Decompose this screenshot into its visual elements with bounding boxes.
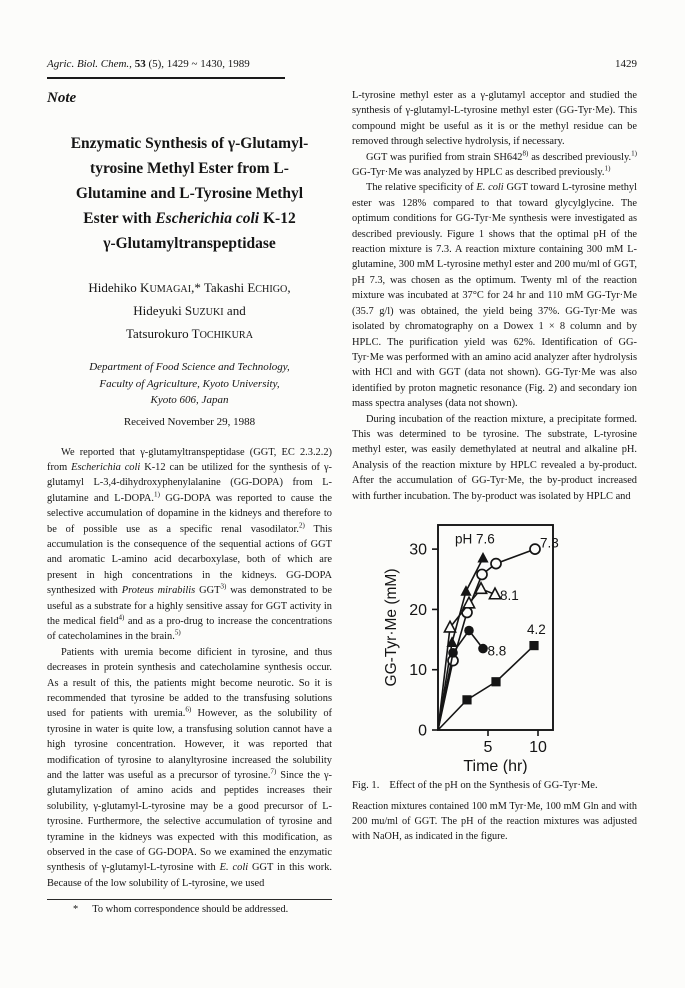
section-label: Note: [47, 90, 77, 106]
affiliation-line: Faculty of Agriculture, Kyoto University,: [99, 377, 280, 390]
svg-text:8.1: 8.1: [500, 588, 519, 604]
body-paragraph: The relative specificity of E. coli GGT toward L-tyrosine methyl ester was 128% compared to that toward glycylglycine. The optimum conditions for GG-Tyr·Me synthesis were investigated as described previously. Figure 1 shows that the optimal pH of the reaction mixture is 7.3. A reaction mixture containing 300 mM L-glutamine, 300 mM L-tyrosine methyl ester and 200 mu/ml of GGT, pH 7.3, was chosen as the optimum. Twenty ml of the reaction mixture was incubated at 37°C for 24 hr and 110 mM GG-Tyr·Me (35.7 g/l) was obtained, the yield being 37%. GG-Tyr·Me was isolated by chromatography on a Dowex 1 × 8 column and by HPLC. The purification yield was 62%. Identification of GG-Tyr·Me was performed with an amino acid analyzer after hydrolysis with HCl and with GGT (data not shown). GG-Tyr·Me was also identified by proton magnetic resonance (Fig. 2) and secondary ion mass spectra analyses (data not shown).: [352, 182, 637, 410]
svg-text:pH 7.6: pH 7.6: [455, 531, 495, 547]
journal-issue-pages: (5), 1429 ~ 1430, 1989: [145, 58, 250, 70]
figure-1: [352, 510, 637, 774]
svg-text:20: 20: [409, 601, 427, 619]
title-line: γ-Glutamyltranspeptidase: [103, 235, 276, 252]
svg-text:10: 10: [409, 662, 427, 680]
svg-text:Time (hr): Time (hr): [463, 757, 528, 774]
fig1-chart: [352, 510, 637, 774]
header-rule: [47, 77, 285, 79]
svg-text:GG-Tyr·Me (mM): GG-Tyr·Me (mM): [383, 568, 400, 687]
svg-text:7.3: 7.3: [540, 535, 559, 551]
footnote-symbol: *: [73, 904, 79, 916]
figure-note: Reaction mixtures contained 100 mM Tyr·Me, 100 mM Gln and with 200 mu/ml of GGT. The pH of the reaction mixtures was adjusted with NaOH, as indicated in the figure.: [352, 801, 637, 843]
footnote-rule: [47, 899, 332, 900]
title-line: Ester with Escherichia coli K-12: [83, 210, 296, 227]
left-column: [47, 88, 332, 915]
running-head: [47, 58, 637, 70]
body-paragraph: We reported that γ-glutamyltranspeptidase (GGT, EC 2.3.2.2) from Escherichia coli K-12 can be utilized for the synthesis of γ-glutamyl L-3,4-dihydroxyphenylalanine (GG-DOPA) from L-glutamine and L-DOPA.$^{1)}$ GG-DOPA was reported to cause the selective accumulation of dopamine in the kidneys and therefore to be of possible use as a specific renal vasodilator.$^{2)}$ This accumulation is the consequence of the sequential actions of GGT and aromatic L-amino acid decarboxylase, both of which are present in high concentrations in the kidneys. GG-DOPA synthesized with Proteus mirabilis GGT$^{3)}$ was demonstrated to be useful as a substrate for a highly sensitive assay for GGT activity in the medical field$^{4)}$ and as a pro-drug to increase the concentrations of catecholamines in the brain.$^{5)}$: [47, 446, 333, 643]
received-date: Received November 29, 1988: [123, 415, 256, 428]
svg-text:30: 30: [409, 541, 427, 559]
svg-text:4.2: 4.2: [527, 621, 546, 637]
svg-text:5: 5: [483, 738, 493, 756]
author-list: [47, 277, 332, 346]
page-number: 1429: [615, 58, 637, 70]
affiliation-line: Kyoto 606, Japan: [150, 394, 229, 406]
author-line: Hidehiko KUMAGAI,* Takashi ECHIGO,: [88, 280, 291, 295]
body-paragraph: GGT was purified from strain SH642$^{8)}$ as described previously.$^{1)}$ GG-Tyr·Me was analyzed by HPLC as described previously.$^{1)}$: [352, 149, 637, 179]
right-column: [352, 88, 637, 845]
figure-caption: [352, 778, 637, 794]
journal-volume: 53: [134, 58, 146, 70]
figure-caption-text: Effect of the pH on the Synthesis of GG-Tyr·Me.: [389, 779, 598, 791]
body-paragraph: Patients with uremia become dificient in tyrosine, and thus decreases in protein synthesis and catecholamine synthesis occur. As a result of this, the patients might become neurotic. So it is recommended that tyrosine be added to the transfusing solutions used for patients with uremia.$^{6)}$ However, as the solubility of tyrosine in water is quite low, a transfusing solution cannot have a high tyrosine concentration. However, it was reported that modification of tyrosine to alanyltyrosine increased the solubility and the latter was useful as a precursor of tyrosine.$^{7)}$ Since the γ-glutamylization of amino acids and peptides increases their solubility, γ-glutamyl-L-tyrosine may be a good precursor of L-tyrosine. Furthermore, the selective accumulation of tyrosine and tyramine in the kidneys was expected with this modification, as observed in the case of GG-DOPA. So we examined the enzymatic synthesis of γ-glutamyl-L-tyrosine with E. coli GGT in this work. Because of the low solubility of L-tyrosine, we used: [47, 646, 333, 889]
title-line: Glutamine and L-Tyrosine Methyl: [75, 185, 304, 202]
affiliation: [47, 359, 332, 409]
author-line: Tatsurokuro TOCHIKURA: [125, 326, 254, 341]
svg-text:10: 10: [529, 738, 547, 756]
svg-text:0: 0: [418, 722, 427, 740]
title-line: tyrosine Methyl Ester from L-: [90, 160, 289, 177]
affiliation-line: Department of Food Science and Technology,: [89, 361, 290, 373]
footnote-text: To whom correspondence should be addressed.: [92, 904, 289, 916]
svg-text:8.8: 8.8: [487, 643, 507, 659]
body-paragraph: L-tyrosine methyl ester as a γ-glutamyl acceptor and studied the synthesis of γ-glutamyl-L-tyrosine methyl ester (GG-Tyr·Me). This compound might be useful as it is or the methyl residue can be removed through selective hydrolysis, if necessary.: [352, 90, 637, 148]
body-paragraph: During incubation of the reaction mixture, a precipitate formed. This was determined to be tyrosine. The substrate, L-tyrosine methyl ester, was easily demethylated at neutral and alkaline pH. Analysis of the reaction mixture by HPLC revealed a by-product. After the accumulation of GG-Tyr·Me, the by-product increased with further incubation. The by-product was isolated by HPLC and: [352, 413, 637, 502]
journal-name: Agric. Biol. Chem.,: [47, 58, 132, 70]
journal-reference: [47, 58, 250, 70]
author-line: Hideyuki SUZUKI and: [133, 303, 246, 318]
correspondence-footnote: [47, 904, 332, 915]
article-title: [51, 131, 328, 256]
title-line: Enzymatic Synthesis of γ-Glutamyl-: [70, 135, 309, 152]
figure-label: Fig. 1.: [352, 779, 380, 791]
